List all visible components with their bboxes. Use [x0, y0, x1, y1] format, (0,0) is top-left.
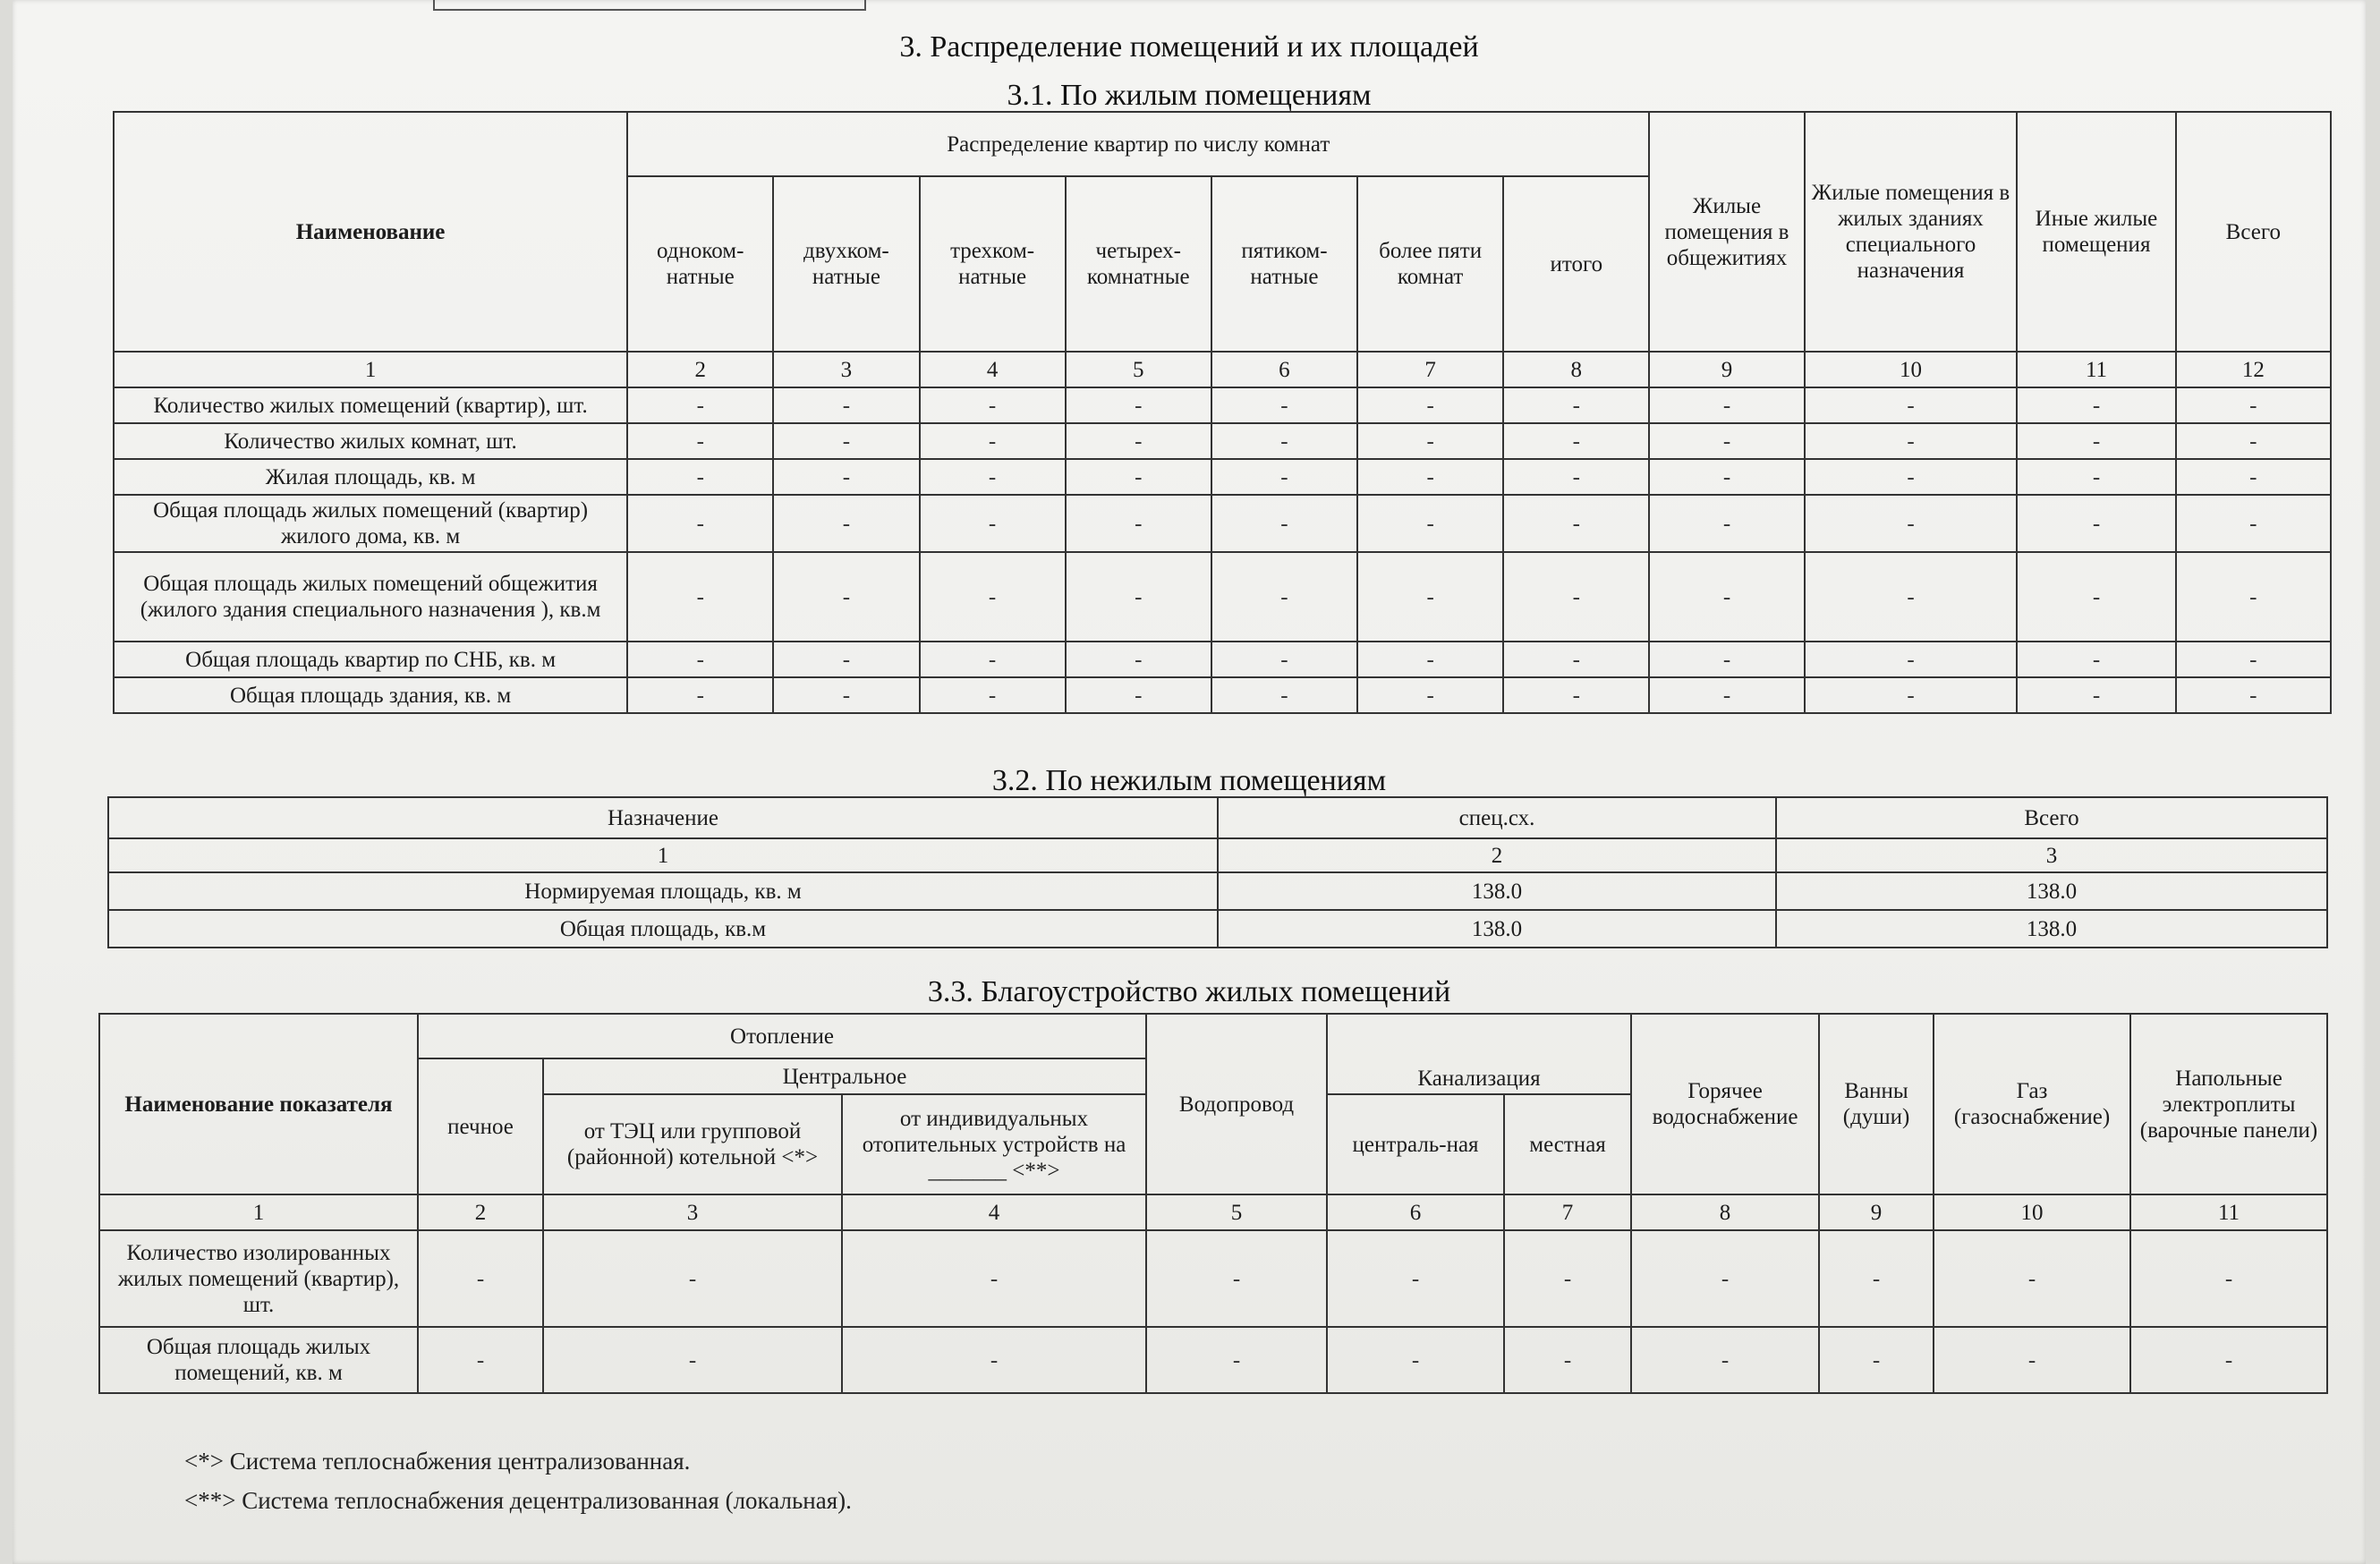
- cell-value: -: [1649, 423, 1804, 459]
- central-heating-header: Центральное: [543, 1058, 1146, 1094]
- sewer-central-header: централь-ная: [1327, 1094, 1504, 1194]
- cell-value: -: [2130, 1230, 2327, 1327]
- cell-value: -: [1357, 459, 1503, 495]
- name-header: Наименование: [114, 112, 627, 352]
- table-row: [99, 1230, 2327, 1327]
- cell-value: -: [627, 552, 773, 642]
- cell-value: -: [1211, 552, 1357, 642]
- cell-value: -: [627, 677, 773, 713]
- row-label: Количество жилых помещений (квартир), шт.: [114, 387, 627, 423]
- column-numbers-row: [99, 1194, 2327, 1230]
- rooms-group-header: Распределение квартир по числу комнат: [627, 112, 1649, 176]
- cell-value: -: [1631, 1327, 1819, 1393]
- column-number: 4: [842, 1194, 1146, 1230]
- column-number: 1: [99, 1194, 418, 1230]
- cell-value: -: [1066, 552, 1211, 642]
- column-number: 2: [418, 1194, 543, 1230]
- cell-value: 138.0: [1218, 872, 1776, 910]
- cell-value: -: [1805, 495, 2018, 552]
- row-label: Общая площадь здания, кв. м: [114, 677, 627, 713]
- cell-value: -: [920, 495, 1066, 552]
- column-numbers-row: [114, 352, 2331, 387]
- column-number: 10: [1805, 352, 2018, 387]
- gas-header: Газ (газоснабжение): [1934, 1014, 2130, 1194]
- cell-value: -: [1631, 1230, 1819, 1327]
- table-row: [114, 642, 2331, 677]
- cell-value: -: [1649, 642, 1804, 677]
- column-number: 1: [108, 838, 1218, 872]
- cell-value: -: [2176, 495, 2331, 552]
- cell-value: -: [1357, 552, 1503, 642]
- sewer-header: Канализация: [1327, 1014, 1631, 1094]
- cell-value: -: [2017, 459, 2175, 495]
- cell-value: -: [1211, 387, 1357, 423]
- cell-value: -: [773, 552, 919, 642]
- column-number: 2: [627, 352, 773, 387]
- header-more-than-5: более пяти комнат: [1357, 176, 1503, 352]
- cell-value: -: [2176, 677, 2331, 713]
- cell-value: -: [920, 423, 1066, 459]
- row-label: Нормируемая площадь, кв. м: [108, 872, 1218, 910]
- cell-value: -: [1503, 459, 1649, 495]
- cell-value: -: [1503, 677, 1649, 713]
- column-number: 8: [1631, 1194, 1819, 1230]
- column-number: 10: [1934, 1194, 2130, 1230]
- header-special: спец.сх.: [1218, 797, 1776, 838]
- cell-value: -: [842, 1230, 1146, 1327]
- cell-value: -: [1649, 459, 1804, 495]
- cell-value: -: [1066, 495, 1211, 552]
- cell-value: -: [2176, 552, 2331, 642]
- cell-value: -: [2176, 642, 2331, 677]
- table-row: [108, 910, 2327, 948]
- document-page: [13, 0, 2366, 1564]
- cell-value: -: [842, 1327, 1146, 1393]
- cell-value: -: [2130, 1327, 2327, 1393]
- cell-value: -: [627, 642, 773, 677]
- electric-stoves-header: Напольные электроплиты (варочные панели): [2130, 1014, 2327, 1194]
- cell-value: 138.0: [1776, 910, 2327, 948]
- nonresidential-title: 3.2. По нежилым помещениям: [991, 764, 1387, 797]
- table-row: [114, 387, 2331, 423]
- cell-value: -: [920, 677, 1066, 713]
- row-label: Общая площадь жилых помещений общежития (жилого здания специального назначения ), кв.м: [114, 552, 627, 642]
- row-label: Количество изолированных жилых помещений (квартир), шт.: [99, 1230, 418, 1327]
- header-total: Всего: [1776, 797, 2327, 838]
- table-row: [114, 495, 2331, 552]
- column-number: 11: [2017, 352, 2175, 387]
- stove-heating-header: печное: [418, 1058, 543, 1194]
- cell-value: -: [1327, 1230, 1504, 1327]
- cell-value: -: [773, 423, 919, 459]
- header-purpose: Назначение: [108, 797, 1218, 838]
- cell-value: -: [1357, 642, 1503, 677]
- previous-table-edge: [433, 0, 866, 11]
- header-special-buildings: Жилые помещения в жилых зданиях специального назначения: [1805, 112, 2018, 352]
- header-4-room: четырех-комнатные: [1066, 176, 1211, 352]
- cell-value: -: [2017, 677, 2175, 713]
- cell-value: -: [1805, 552, 2018, 642]
- cell-value: -: [1503, 423, 1649, 459]
- cell-value: -: [1211, 495, 1357, 552]
- cell-value: -: [1146, 1327, 1327, 1393]
- row-label: Количество жилых комнат, шт.: [114, 423, 627, 459]
- cell-value: -: [1805, 423, 2018, 459]
- cell-value: -: [1211, 677, 1357, 713]
- indicator-name-header: Наименование показателя: [99, 1014, 418, 1194]
- cell-value: -: [1503, 642, 1649, 677]
- header-2-room: двухком-натные: [773, 176, 919, 352]
- cell-value: -: [418, 1230, 543, 1327]
- header-subtotal: итого: [1503, 176, 1649, 352]
- header-3-room: трехком-натные: [920, 176, 1066, 352]
- cell-value: -: [773, 459, 919, 495]
- cell-value: -: [1504, 1230, 1631, 1327]
- cell-value: -: [920, 642, 1066, 677]
- footnote-centralized: <*> Система теплоснабжения централизованная.: [184, 1448, 691, 1475]
- column-number: 7: [1504, 1194, 1631, 1230]
- column-number: 6: [1327, 1194, 1504, 1230]
- amenities-title: 3.3. Благоустройство жилых помещений: [927, 975, 1451, 1008]
- column-number: 9: [1819, 1194, 1934, 1230]
- cell-value: 138.0: [1218, 910, 1776, 948]
- column-number: 3: [773, 352, 919, 387]
- cell-value: -: [2176, 459, 2331, 495]
- cell-value: -: [1503, 552, 1649, 642]
- cell-value: -: [1934, 1230, 2130, 1327]
- cell-value: -: [2017, 552, 2175, 642]
- cell-value: -: [1504, 1327, 1631, 1393]
- cell-value: -: [1503, 387, 1649, 423]
- column-number: 9: [1649, 352, 1804, 387]
- cell-value: -: [1805, 459, 2018, 495]
- table-row: [99, 1327, 2327, 1393]
- row-label: Жилая площадь, кв. м: [114, 459, 627, 495]
- header-1-room: одноком-натные: [627, 176, 773, 352]
- cell-value: -: [2176, 423, 2331, 459]
- cell-value: -: [1819, 1230, 1934, 1327]
- column-number: 5: [1066, 352, 1211, 387]
- baths-header: Ванны (души): [1819, 1014, 1934, 1194]
- header-5-room: пятиком-натные: [1211, 176, 1357, 352]
- cell-value: -: [920, 552, 1066, 642]
- column-number: 4: [920, 352, 1066, 387]
- cell-value: -: [1819, 1327, 1934, 1393]
- cell-value: -: [1066, 677, 1211, 713]
- amenities-table: [98, 1013, 2328, 1394]
- central-individual-header: от индивидуальных отопительных устройств на _______ <**>: [842, 1094, 1146, 1194]
- column-number: 5: [1146, 1194, 1327, 1230]
- footnote-decentralized: <**> Система теплоснабжения децентрализованная (локальная).: [184, 1487, 852, 1514]
- hot-water-header: Горячее водоснабжение: [1631, 1014, 1819, 1194]
- cell-value: -: [627, 495, 773, 552]
- cell-value: -: [2176, 387, 2331, 423]
- water-supply-header: Водопровод: [1146, 1014, 1327, 1194]
- cell-value: -: [1066, 642, 1211, 677]
- central-chp-header: от ТЭЦ или групповой (районной) котельной <*>: [543, 1094, 842, 1194]
- cell-value: -: [1211, 459, 1357, 495]
- column-number: 3: [543, 1194, 842, 1230]
- column-number: 2: [1218, 838, 1776, 872]
- cell-value: -: [1649, 495, 1804, 552]
- cell-value: -: [543, 1230, 842, 1327]
- nonresidential-table: [107, 796, 2328, 948]
- cell-value: -: [1146, 1230, 1327, 1327]
- column-number: 7: [1357, 352, 1503, 387]
- header-dormitories: Жилые помещения в общежитиях: [1649, 112, 1804, 352]
- row-label: Общая площадь жилых помещений (квартир) жилого дома, кв. м: [114, 495, 627, 552]
- cell-value: -: [920, 387, 1066, 423]
- cell-value: -: [773, 387, 919, 423]
- residential-table: [113, 111, 2332, 714]
- table-row: [114, 677, 2331, 713]
- cell-value: -: [1503, 495, 1649, 552]
- header-total: Всего: [2176, 112, 2331, 352]
- cell-value: -: [1357, 677, 1503, 713]
- cell-value: -: [1066, 459, 1211, 495]
- table-row: [114, 552, 2331, 642]
- cell-value: -: [1357, 423, 1503, 459]
- cell-value: -: [2017, 387, 2175, 423]
- cell-value: -: [1211, 642, 1357, 677]
- cell-value: -: [1934, 1327, 2130, 1393]
- section-title: 3. Распределение помещений и их площадей: [899, 30, 1479, 64]
- row-label: Общая площадь квартир по СНБ, кв. м: [114, 642, 627, 677]
- table-row: [114, 423, 2331, 459]
- cell-value: -: [627, 423, 773, 459]
- column-number: 6: [1211, 352, 1357, 387]
- residential-title: 3.1. По жилым помещениям: [1007, 79, 1372, 112]
- cell-value: -: [418, 1327, 543, 1393]
- cell-value: 138.0: [1776, 872, 2327, 910]
- heating-header: Отопление: [418, 1014, 1146, 1058]
- cell-value: -: [773, 642, 919, 677]
- column-number: 11: [2130, 1194, 2327, 1230]
- cell-value: -: [543, 1327, 842, 1393]
- cell-value: -: [1357, 387, 1503, 423]
- cell-value: -: [1357, 495, 1503, 552]
- column-number: 12: [2176, 352, 2331, 387]
- cell-value: -: [2017, 642, 2175, 677]
- cell-value: -: [627, 459, 773, 495]
- row-label: Общая площадь, кв.м: [108, 910, 1218, 948]
- cell-value: -: [920, 459, 1066, 495]
- cell-value: -: [773, 495, 919, 552]
- cell-value: -: [1649, 552, 1804, 642]
- column-number: 8: [1503, 352, 1649, 387]
- cell-value: -: [1805, 387, 2018, 423]
- cell-value: -: [1805, 677, 2018, 713]
- column-number: 1: [114, 352, 627, 387]
- cell-value: -: [1211, 423, 1357, 459]
- sewer-local-header: местная: [1504, 1094, 1631, 1194]
- cell-value: -: [2017, 423, 2175, 459]
- table-row: [114, 459, 2331, 495]
- header-other-residential: Иные жилые помещения: [2017, 112, 2175, 352]
- cell-value: -: [1327, 1327, 1504, 1393]
- row-label: Общая площадь жилых помещений, кв. м: [99, 1327, 418, 1393]
- cell-value: -: [1066, 387, 1211, 423]
- cell-value: -: [1066, 423, 1211, 459]
- cell-value: -: [1649, 677, 1804, 713]
- cell-value: -: [627, 387, 773, 423]
- cell-value: -: [1649, 387, 1804, 423]
- table-row: [108, 872, 2327, 910]
- cell-value: -: [773, 677, 919, 713]
- column-number: 3: [1776, 838, 2327, 872]
- column-numbers-row: [108, 838, 2327, 872]
- cell-value: -: [1805, 642, 2018, 677]
- cell-value: -: [2017, 495, 2175, 552]
